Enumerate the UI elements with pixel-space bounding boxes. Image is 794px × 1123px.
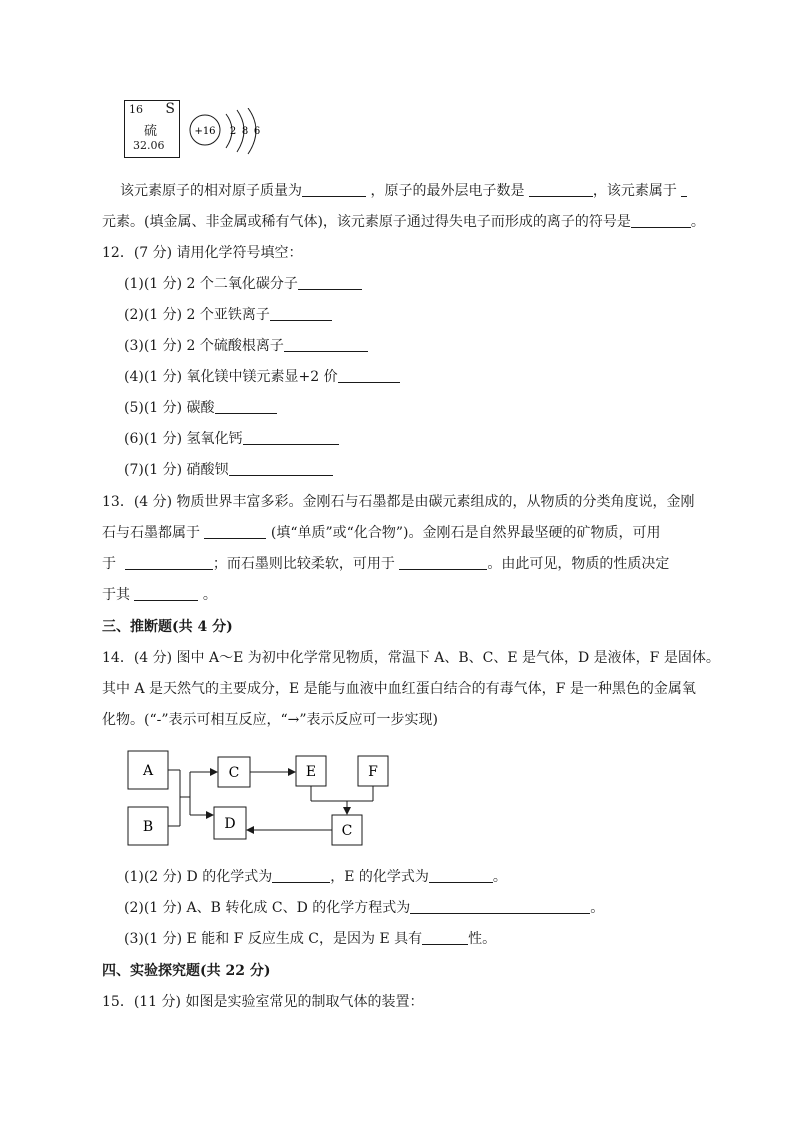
q12-title: 12．(7 分) 请用化学符号填空： — [102, 245, 303, 261]
q12-item-6: (6)(1 分) 氢氧化钙 — [124, 429, 339, 449]
atom-structure-diagram — [188, 108, 268, 156]
label-a: A — [142, 763, 154, 779]
q13-line-1: 13．(4 分) 物质世界丰富多彩。金刚石与石墨都是由碳元素组成的，从物质的分类角度说，金刚 — [102, 494, 695, 510]
q13-blank-class[interactable] — [204, 523, 266, 539]
q12-item-4: (4)(1 分) 氧化镁中镁元素显+2 价 — [124, 367, 400, 387]
shell-1-count: 2 — [229, 126, 237, 137]
section-3-title: 三、推断题(共 4 分) — [102, 619, 233, 635]
nucleus-charge: +16 — [194, 126, 216, 137]
label-f: F — [368, 764, 378, 780]
shell-3-count: 6 — [253, 126, 261, 137]
section-4-title: 四、实验探究题(共 22 分) — [102, 963, 271, 979]
q12-blank-2[interactable] — [270, 305, 332, 321]
label-e: E — [305, 764, 317, 780]
q12-blank-5[interactable] — [215, 398, 277, 414]
q13-line-4: 于其 。 — [102, 587, 217, 603]
q14-blank-property[interactable] — [422, 929, 468, 945]
q12-item-3: (3)(1 分) 2 个硫酸根离子 — [124, 336, 368, 356]
q12-item-5: (5)(1 分) 碳酸 — [124, 398, 277, 418]
shell-2-count: 8 — [241, 126, 249, 137]
q11-blank-outer-electrons[interactable] — [529, 181, 593, 197]
q12-blank-1[interactable] — [298, 274, 362, 290]
q14-line-1: 14．(4 分) 图中 A～E 为初中化学常见物质，常温下 A、B、C、E 是气体，D 是液体，F 是固体。 — [102, 650, 720, 666]
q14-sub-1: (1)(2 分) D 的化学式为 ，E 的化学式为 。 — [124, 869, 507, 885]
label-b: B — [142, 819, 154, 835]
element-card — [124, 100, 180, 158]
q15-title: 15．(11 分) 如图是实验室常见的制取气体的装置： — [102, 994, 424, 1010]
q12-blank-7[interactable] — [229, 460, 333, 476]
q13-blank-diamond-use[interactable] — [125, 554, 213, 570]
q12-item-1: (1)(1 分) 2 个二氧化碳分子 — [124, 274, 362, 294]
q14-line-2: 其中 A 是天然气的主要成分，E 是能与血液中血红蛋白结合的有毒气体，F 是一种黑色的金属氧 — [102, 681, 696, 697]
element-name: 硫 — [144, 124, 158, 139]
label-d: D — [224, 816, 236, 832]
atomic-number: 16 — [129, 103, 143, 116]
q12-blank-3[interactable] — [284, 336, 368, 352]
q11-blank-ion-symbol[interactable] — [631, 212, 691, 228]
q13-line-2: 石与石墨都属于 (填“单质”或“化合物”)。金刚石是自然界最坚硬的矿物质，可用 — [102, 525, 661, 541]
q12-item-2: (2)(1 分) 2 个亚铁离子 — [124, 305, 332, 325]
atomic-mass: 32.06 — [133, 139, 165, 152]
q11-blank-element-type[interactable] — [681, 181, 687, 197]
q11-blank-mass[interactable] — [302, 181, 366, 197]
label-c-top: C — [228, 765, 240, 781]
q13-blank-graphite-use[interactable] — [399, 554, 487, 570]
q14-flow-diagram — [120, 745, 400, 855]
element-symbol: S — [165, 101, 175, 117]
q12-blank-6[interactable] — [243, 429, 339, 445]
q13-blank-structure[interactable] — [134, 585, 198, 601]
label-c-bottom: C — [341, 823, 353, 839]
q14-blank-d-formula[interactable] — [272, 867, 330, 883]
q13-line-3: 于 ；而石墨则比较柔软，可用于 。由此可见，物质的性质决定 — [102, 556, 670, 572]
q14-line-3: 化物。(“-”表示可相互反应，“→”表示反应可一步实现) — [102, 712, 439, 728]
q12-blank-4[interactable] — [338, 367, 400, 383]
q14-blank-equation[interactable] — [410, 898, 590, 914]
q12-item-7: (7)(1 分) 硝酸钡 — [124, 460, 333, 480]
q14-sub-2: (2)(1 分) A、B 转化成 C、D 的化学方程式为 。 — [124, 900, 605, 916]
q11-line-2: 元素。(填金属、非金属或稀有气体)，该元素原子通过得失电子而形成的离子的符号是 。 — [102, 214, 705, 230]
q14-sub-3: (3)(1 分) E 能和 F 反应生成 C，是因为 E 具有 性。 — [124, 931, 497, 947]
q14-blank-e-formula[interactable] — [429, 867, 493, 883]
q11-line-1: 该元素原子的相对原子质量为 ，原子的最外层电子数是 ，该元素属于 — [120, 181, 687, 201]
